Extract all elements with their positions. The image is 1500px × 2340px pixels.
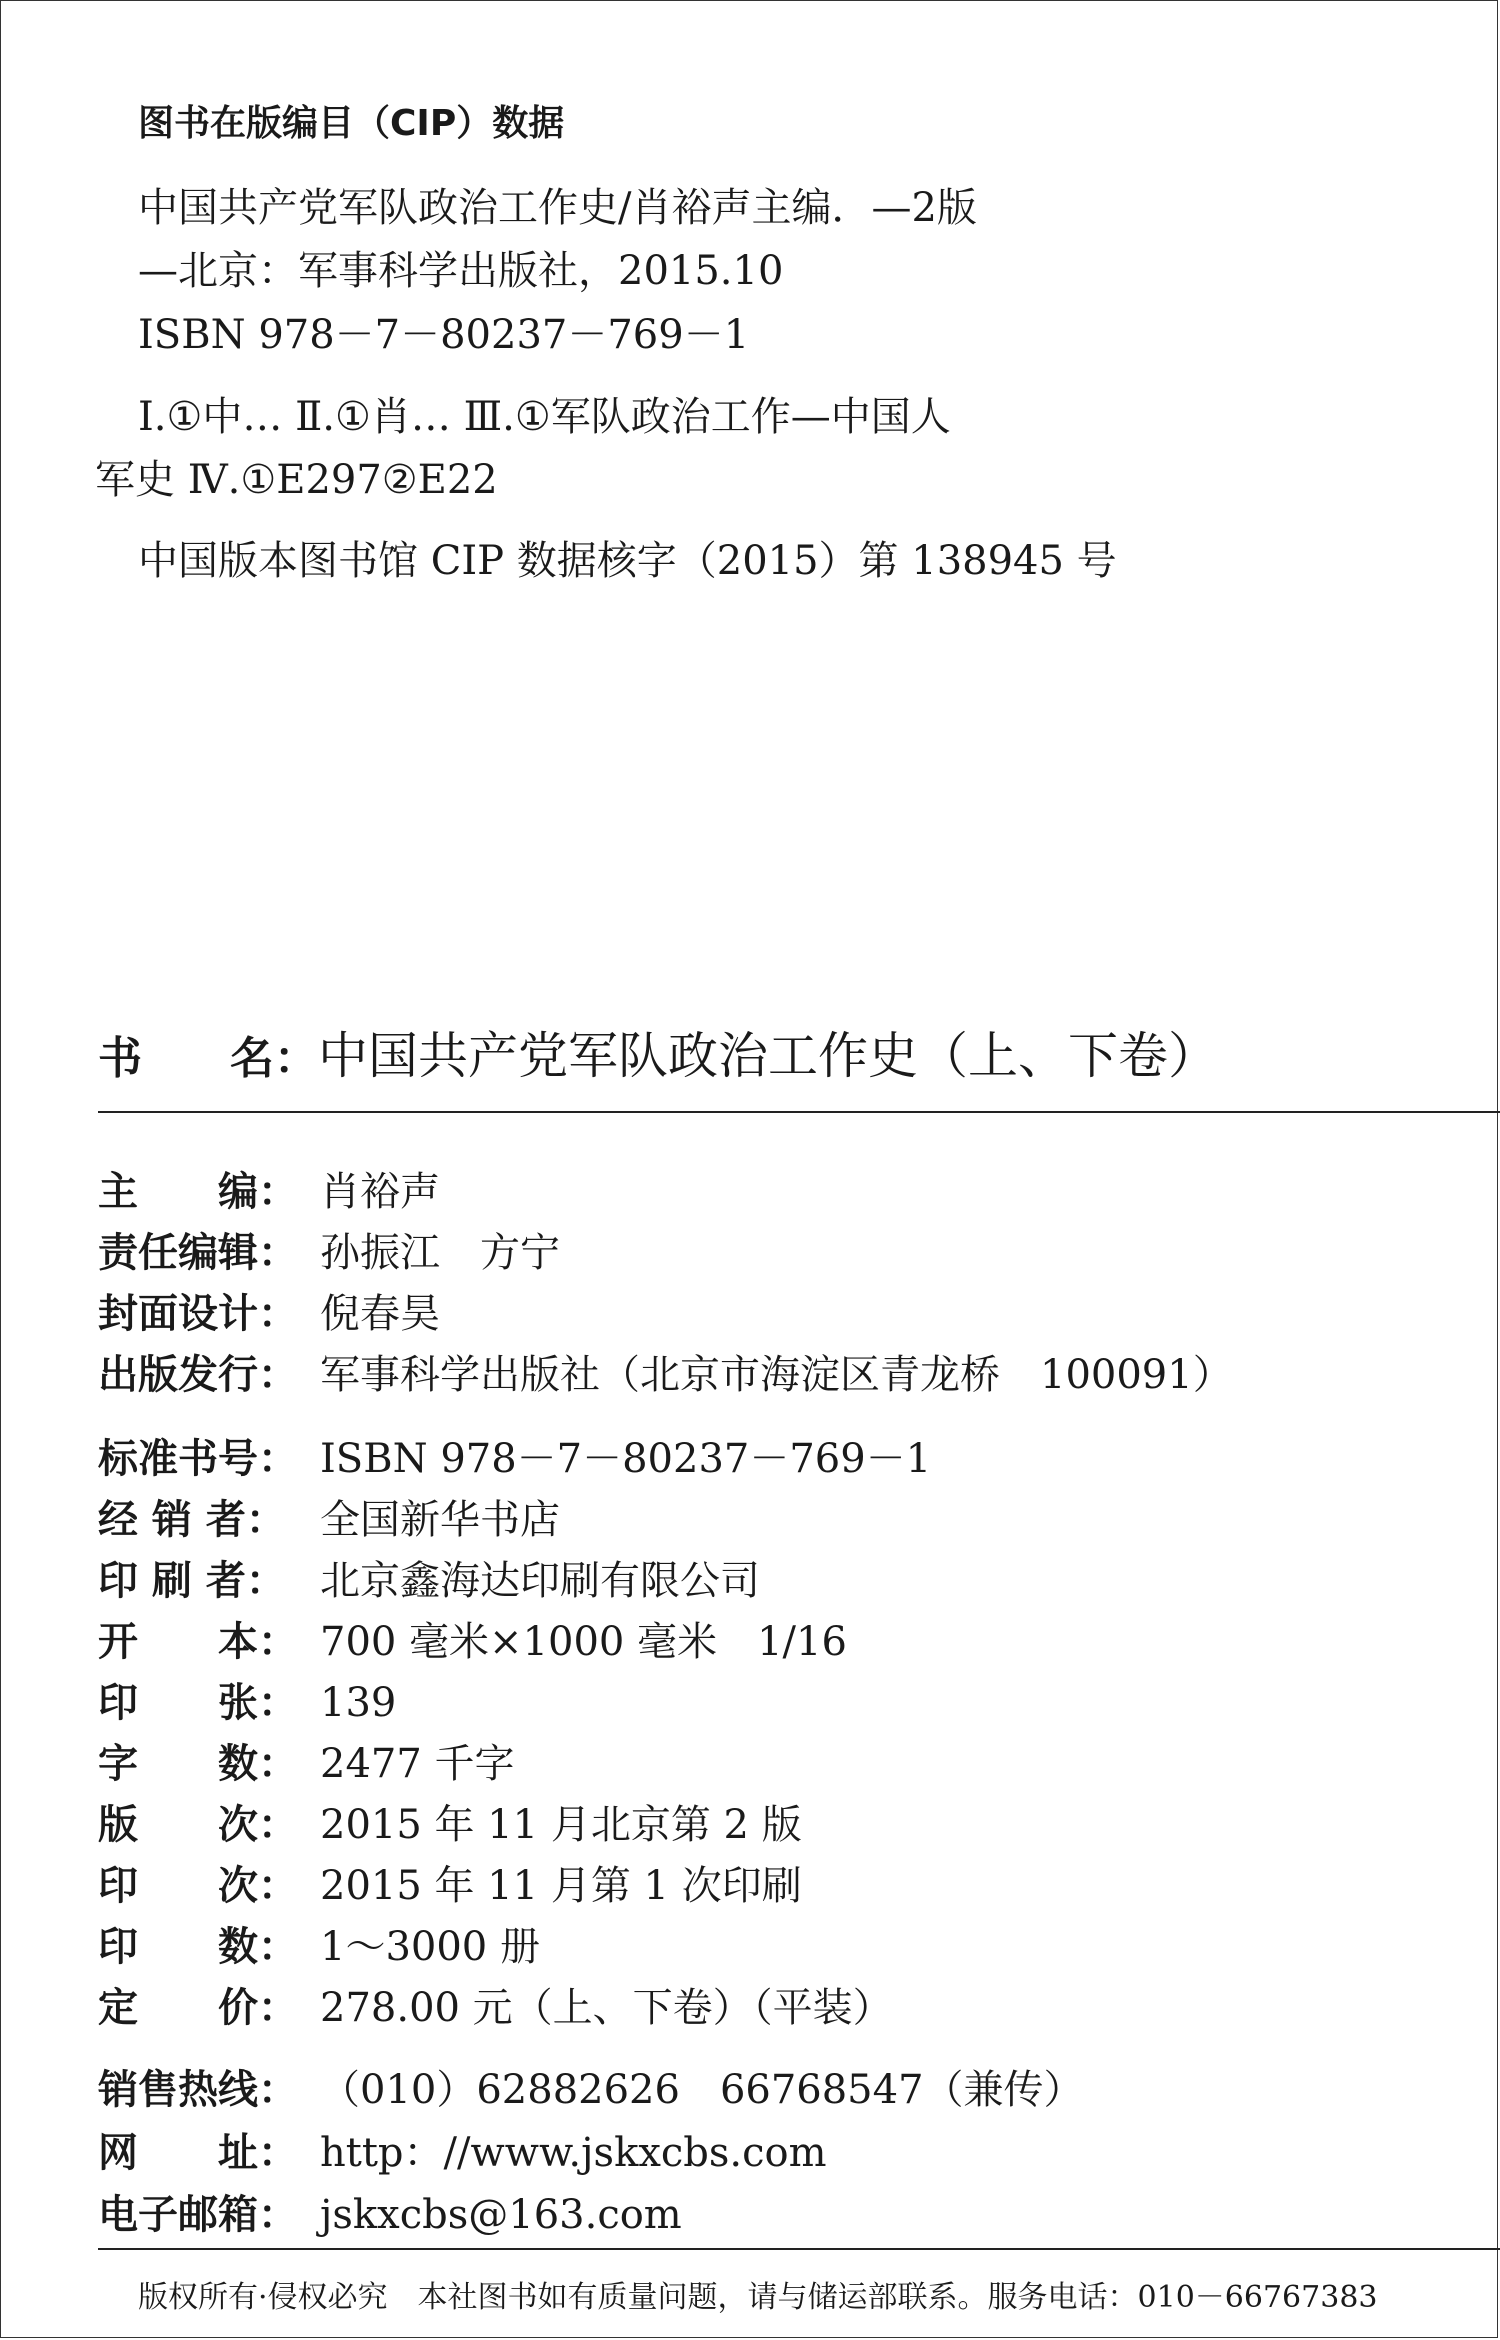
info-row-printer (98, 1549, 760, 1606)
info-label: 标准书号： (98, 1436, 298, 1482)
info-value: 1～3000 册 (320, 1924, 540, 1970)
info-row-distributor (98, 1488, 560, 1545)
info-row-printing (98, 1854, 802, 1911)
book-title-label: 书 名： (98, 1033, 318, 1084)
info-label: 责任编辑： (98, 1230, 298, 1276)
book-title: 中国共产党军队政治工作史（上、下卷） (318, 1027, 1218, 1085)
copyright-footer: 版权所有·侵权必究 本社图书如有质量问题，请与储运部联系。服务电话：010－66767383 (138, 2280, 1378, 2315)
info-row-word-count (98, 1732, 515, 1789)
info-label: 主 编： (98, 1169, 298, 1215)
info-row-responsible-editor (98, 1221, 560, 1278)
info-label: 电子邮箱： (98, 2192, 298, 2238)
info-value: 军事科学出版社（北京市海淀区青龙桥 100091） (320, 1352, 1233, 1398)
footer-divider (98, 2248, 1500, 2250)
book-title-row (98, 1016, 1218, 1088)
info-label: 印 张： (98, 1680, 298, 1726)
cip-line: ISBN 978－7－80237－769－1 (138, 312, 750, 358)
info-value: 孙振江 方宁 (320, 1230, 560, 1276)
info-row-print-run (98, 1915, 540, 1972)
info-label: 字 数： (98, 1741, 298, 1787)
info-label: 印 次： (98, 1863, 298, 1909)
info-row-publisher (98, 1343, 1233, 1400)
info-row-website (98, 2121, 827, 2178)
info-label: 开 本： (98, 1619, 298, 1665)
info-value: 278.00 元（上、下卷）（平装） (320, 1985, 893, 2031)
info-value: （010）62882626 66768547（兼传） (320, 2067, 1084, 2113)
info-label: 印 数： (98, 1924, 298, 1970)
info-value: 北京鑫海达印刷有限公司 (320, 1558, 760, 1604)
info-value: 2015 年 11 月第 1 次印刷 (320, 1863, 802, 1909)
info-value: 全国新华书店 (320, 1497, 560, 1543)
info-label: 定 价： (98, 1985, 298, 2031)
info-label: 印 刷 者： (98, 1558, 286, 1604)
cip-line: 军史 Ⅳ.①E297②E22 (95, 457, 498, 503)
cip-line: 中国版本图书馆 CIP 数据核字（2015）第 138945 号 (138, 538, 1117, 584)
info-row-isbn (98, 1427, 931, 1484)
cip-line: Ⅰ.①中… Ⅱ.①肖… Ⅲ.①军队政治工作—中国人 (138, 394, 951, 440)
info-value: 2477 千字 (320, 1741, 515, 1787)
info-row-editor (98, 1160, 440, 1217)
info-row-cover-design (98, 1282, 440, 1339)
info-row-format (98, 1610, 847, 1667)
info-label: 封面设计： (98, 1291, 298, 1337)
info-row-edition (98, 1793, 802, 1850)
info-row-sales-hotline (98, 2058, 1084, 2115)
cip-line: 中国共产党军队政治工作史/肖裕声主编．—2版 (138, 185, 977, 231)
info-label: 销售热线： (98, 2067, 298, 2113)
info-value: 700 毫米×1000 毫米 1/16 (320, 1619, 847, 1665)
title-divider (98, 1111, 1500, 1113)
cip-line: —北京：军事科学出版社，2015.10 (138, 248, 784, 294)
cip-heading: 图书在版编目（CIP）数据 (138, 103, 565, 144)
info-value: 139 (320, 1680, 397, 1726)
info-value: 倪春昊 (320, 1291, 440, 1337)
info-value: 肖裕声 (320, 1169, 440, 1215)
info-value: jskxcbs@163.com (320, 2192, 682, 2238)
info-value: http：//www.jskxcbs.com (320, 2130, 827, 2176)
info-label: 经 销 者： (98, 1497, 286, 1543)
info-value: 2015 年 11 月北京第 2 版 (320, 1802, 802, 1848)
info-label: 网 址： (98, 2130, 298, 2176)
info-label: 版 次： (98, 1802, 298, 1848)
info-row-sheets (98, 1671, 396, 1728)
info-row-email (98, 2183, 682, 2240)
info-row-price (98, 1976, 893, 2033)
info-label: 出版发行： (98, 1352, 298, 1398)
info-value: ISBN 978－7－80237－769－1 (320, 1436, 932, 1482)
